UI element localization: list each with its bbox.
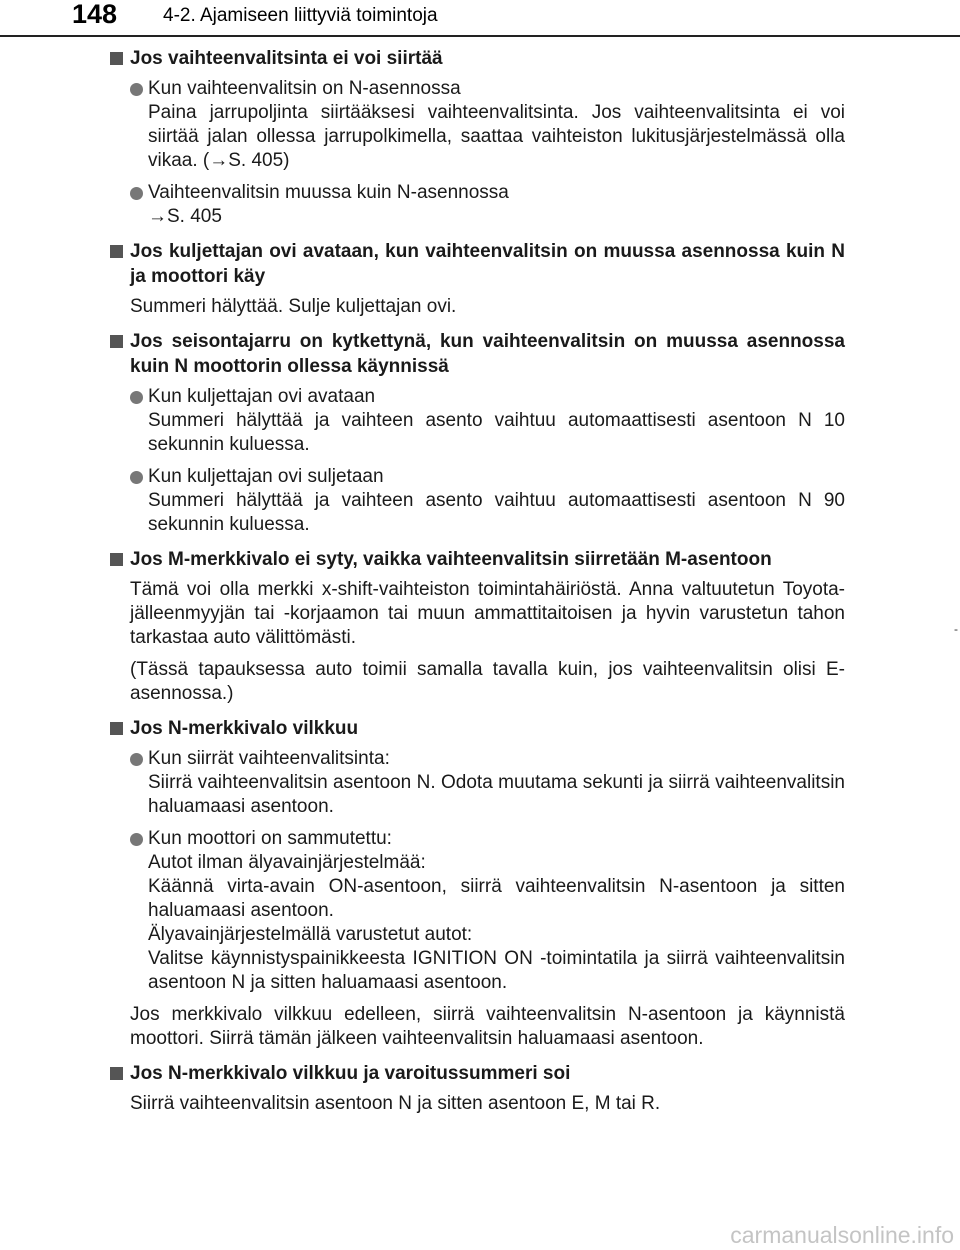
bullet-text: Valitse käynnistyspainikkeesta IGNITION ON -toimintatila ja siirrä vaihteenvalitsin asentoon N ja sitten haluamaasi asentoon. [148, 948, 845, 993]
bullet-item [110, 77, 845, 173]
square-bullet-icon [110, 722, 123, 735]
section [110, 46, 845, 229]
round-bullet-icon [130, 391, 143, 404]
section [110, 1061, 845, 1116]
section-heading [110, 239, 845, 289]
edge-mark: - [954, 622, 958, 636]
bullet-title: Kun kuljettajan ovi avataan [148, 386, 376, 407]
section-heading [110, 716, 845, 741]
bullet-text: Summeri hälyttää ja vaihteen asento vaihtuu automaattisesti asentoon N 10 sekunnin kuluessa. [148, 410, 845, 455]
section-heading-text: Jos N-merkkivalo vilkkuu ja varoitussummeri soi [130, 1063, 571, 1084]
page-number: 148 [72, 0, 118, 29]
bullet-item [110, 385, 845, 457]
section-heading-text: Jos kuljettajan ovi avataan, kun vaihteenvalitsin on muussa asennossa kuin N ja moottori käy [130, 241, 845, 287]
section [110, 547, 845, 706]
section-heading [110, 547, 845, 572]
square-bullet-icon [110, 52, 123, 65]
bullet-text: →S. 405 [148, 206, 222, 227]
bullet-title: Kun moottori on sammutettu: [148, 828, 392, 849]
paragraph: Jos merkkivalo vilkkuu edelleen, siirrä vaihteenvalitsin N-asentoon ja käynnistä moottori. Siirrä tämän jälkeen vaihteenvalitsin haluamaasi asentoon. [130, 1004, 845, 1049]
section-heading-text: Jos N-merkkivalo vilkkuu [130, 718, 359, 739]
header-rule [0, 35, 960, 37]
watermark: carmanualsonline.info [730, 1222, 954, 1248]
round-bullet-icon [130, 471, 143, 484]
bullet-text: Älyavainjärjestelmällä varustetut autot: [148, 924, 473, 945]
paragraph: Tämä voi olla merkki x-shift-vaihteiston toimintahäiriöstä. Anna valtuutetun Toyota-jälleenmyyjän tai -korjaamon tai muun ammattitaitoisen ja hyvin varustetun tahon tarkastaa auto välittömästi. [130, 579, 845, 648]
round-bullet-icon [130, 833, 143, 846]
bullet-text: Summeri hälyttää ja vaihteen asento vaihtuu automaattisesti asentoon N 90 sekunnin kuluessa. [148, 490, 845, 535]
section [110, 239, 845, 319]
round-bullet-icon [130, 83, 143, 96]
bullet-title: Kun kuljettajan ovi suljetaan [148, 466, 384, 487]
bullet-text: Käännä virta-avain ON-asentoon, siirrä vaihteenvalitsin N-asentoon ja sitten haluamaasi asentoon. [148, 876, 845, 921]
section-heading-text: Jos M-merkkivalo ei syty, vaikka vaihteenvalitsin siirretään M-asentoon [130, 549, 772, 570]
bullet-item [110, 465, 845, 537]
section-heading [110, 329, 845, 379]
section-heading-text: Jos seisontajarru on kytkettynä, kun vaihteenvalitsin on muussa asennossa kuin N moottorin ollessa käynnissä [130, 331, 845, 377]
section-heading [110, 1061, 845, 1086]
chapter-title: 4-2. Ajamiseen liittyviä toimintoja [163, 5, 438, 26]
square-bullet-icon [110, 335, 123, 348]
bullet-text: Paina jarrupoljinta siirtääksesi vaihteenvalitsinta. Jos vaihteenvalitsinta ei voi siirtää jalan ollessa jarrupolkimella, saattaa vaihteiston lukitusjärjestelmässä olla vikaa. (→S. 405) [148, 102, 845, 171]
square-bullet-icon [110, 245, 123, 258]
bullet-item [110, 747, 845, 819]
square-bullet-icon [110, 1067, 123, 1080]
paragraph: (Tässä tapauksessa auto toimii samalla tavalla kuin, jos vaihteenvalitsin olisi E-asennossa.) [130, 659, 845, 704]
section [110, 716, 845, 1051]
bullet-title: Vaihteenvalitsin muussa kuin N-asennossa [148, 182, 509, 203]
bullet-title: Kun vaihteenvalitsin on N-asennossa [148, 78, 461, 99]
round-bullet-icon [130, 187, 143, 200]
paragraph: Summeri hälyttää. Sulje kuljettajan ovi. [130, 296, 457, 317]
section [110, 329, 845, 537]
round-bullet-icon [130, 753, 143, 766]
paragraph: Siirrä vaihteenvalitsin asentoon N ja sitten asentoon E, M tai R. [130, 1093, 661, 1114]
bullet-item [110, 827, 845, 995]
bullet-text: Siirrä vaihteenvalitsin asentoon N. Odota muutama sekunti ja siirrä vaihteenvalitsin haluamaasi asentoon. [148, 772, 845, 817]
square-bullet-icon [110, 553, 123, 566]
section-heading [110, 46, 845, 71]
bullet-title: Kun siirrät vaihteenvalitsinta: [148, 748, 390, 769]
bullet-text: Autot ilman älyavainjärjestelmää: [148, 852, 426, 873]
page-content [110, 46, 845, 1126]
bullet-item [110, 181, 845, 229]
section-heading-text: Jos vaihteenvalitsinta ei voi siirtää [130, 48, 443, 69]
